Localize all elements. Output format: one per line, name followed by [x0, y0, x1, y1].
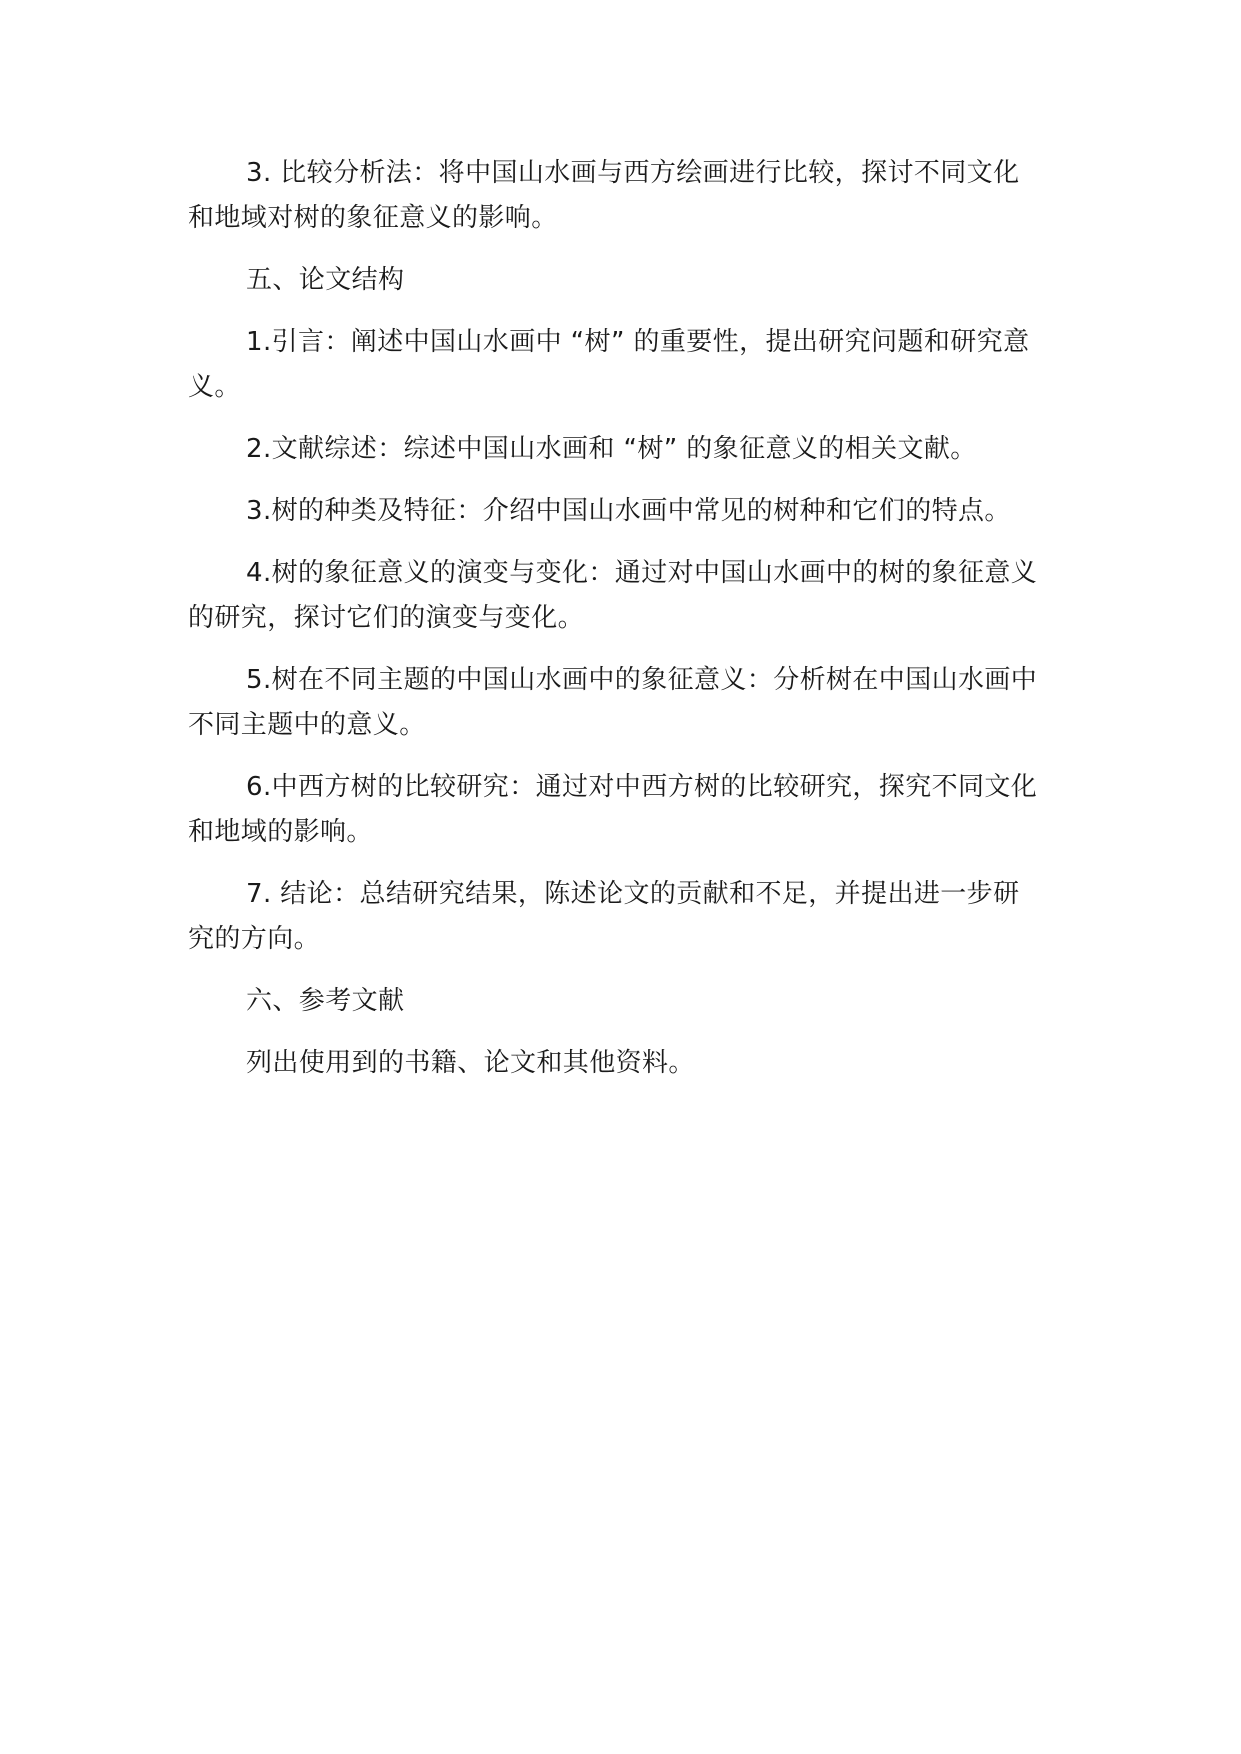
section-heading-thesis-structure: 五、论文结构: [246, 265, 405, 295]
document-body: [188, 151, 1043, 1103]
paragraph-structure-conclusion: 7. 结论：总结研究结果，陈述论文的贡献和不足，并提出进一步研究的方向。: [188, 879, 1020, 954]
section-heading-references: 六、参考文献: [246, 986, 405, 1016]
paragraph-structure-symbolism-evolution: 4.树的象征意义的演变与变化：通过对中国山水画中的树的象征意义的研究，探讨它们的演变与变化。: [188, 558, 1038, 633]
paragraph-structure-comparison: 6.中西方树的比较研究：通过对中西方树的比较研究，探究不同文化和地域的影响。: [188, 772, 1038, 847]
paragraph-structure-tree-types: 3.树的种类及特征：介绍中国山水画中常见的树种和它们的特点。: [246, 496, 1011, 526]
paragraph-comparative-analysis-method: 3. 比较分析法：将中国山水画与西方绘画进行比较，探讨不同文化和地域对树的象征意义的影响。: [188, 158, 1020, 233]
paragraph-structure-introduction: 1.引言：阐述中国山水画中 “树” 的重要性，提出研究问题和研究意义。: [188, 327, 1030, 402]
paragraph-structure-themes: 5.树在不同主题的中国山水画中的象征意义：分析树在中国山水画中不同主题中的意义。: [188, 665, 1038, 740]
paragraph-references-note: 列出使用到的书籍、论文和其他资料。: [246, 1048, 695, 1078]
paragraph-structure-literature-review: 2.文献综述：综述中国山水画和 “树” 的象征意义的相关文献。: [246, 434, 977, 464]
